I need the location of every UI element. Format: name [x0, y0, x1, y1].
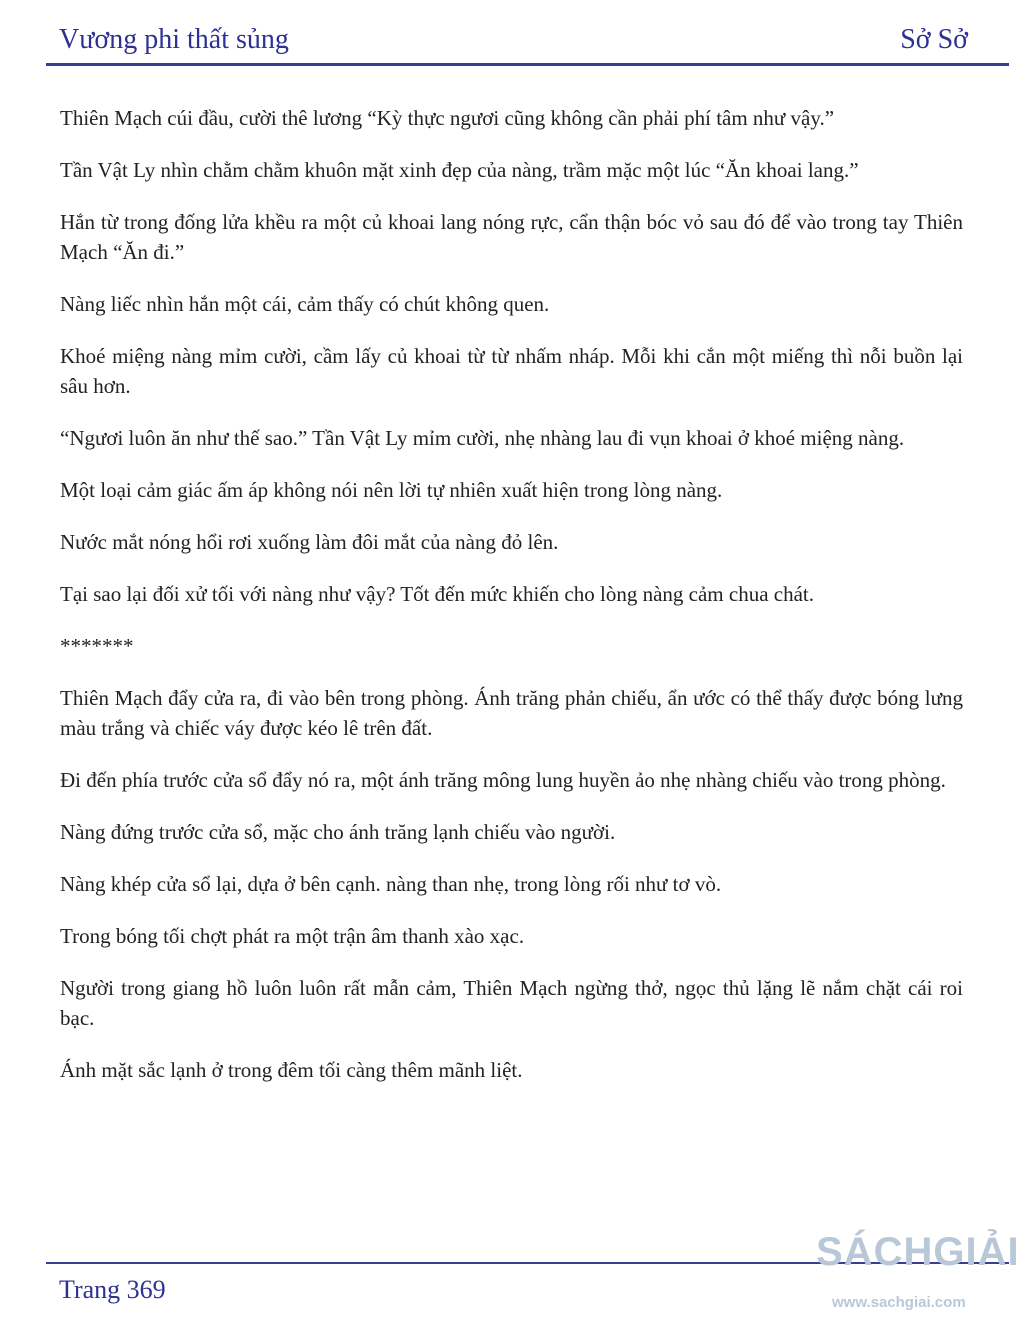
paragraph: Ánh mặt sắc lạnh ở trong đêm tối càng thêm mãnh liệt. — [60, 1058, 523, 1082]
paragraph: Tại sao lại đối xử tối với nàng như vậy? Tốt đến mức khiến cho lòng nàng cảm chua chát. — [60, 582, 815, 606]
paragraph: Nước mắt nóng hổi rơi xuống làm đôi mắt của nàng đỏ lên. — [60, 530, 559, 554]
paragraph: Trong bóng tối chợt phát ra một trận âm thanh xào xạc. — [60, 924, 525, 948]
watermark-url: www.sachgiai.com — [832, 1294, 966, 1311]
paragraph: Tần Vật Ly nhìn chằm chằm khuôn mặt xinh đẹp của nàng, trầm mặc một lúc “Ăn khoai lang.” — [60, 158, 859, 182]
watermark-logo — [816, 1222, 1020, 1322]
author-name: Sở Sở — [900, 24, 968, 55]
header-divider — [46, 63, 1009, 66]
paragraph: “Ngươi luôn ăn như thế sao.” Tần Vật Ly mỉm cười, nhẹ nhàng lau đi vụn khoai ở khoé miệng nàng. — [60, 426, 905, 450]
paragraph: Một loại cảm giác ấm áp không nói nên lời tự nhiên xuất hiện trong lòng nàng. — [60, 478, 723, 502]
paragraph: Nàng đứng trước cửa sổ, mặc cho ánh trăng lạnh chiếu vào người. — [60, 820, 616, 844]
paragraph: Nàng liếc nhìn hắn một cái, cảm thấy có chút không quen. — [60, 292, 550, 316]
paragraph: Thiên Mạch đẩy cửa ra, đi vào bên trong phòng. Ánh trăng phản chiếu, ẩn ước có thể thấy được bóng lưng màu trắng và chiếc váy được kéo lê trên đất. — [60, 686, 963, 740]
paragraph: Thiên Mạch cúi đầu, cười thê lương “Kỳ thực ngươi cũng không cần phải phí tâm như vậy.” — [60, 106, 835, 130]
scene-break: ******* — [60, 634, 134, 658]
page-header — [0, 0, 1024, 66]
paragraph: Hắn từ trong đống lửa khều ra một củ khoai lang nóng rực, cẩn thận bóc vỏ sau đó để vào trong tay Thiên Mạch “Ăn đi.” — [60, 210, 963, 264]
page-body — [60, 103, 963, 1107]
paragraph: Khoé miệng nàng mỉm cười, cầm lấy củ khoai từ từ nhấm nháp. Mỗi khi cắn một miếng thì nỗi buồn lại sâu hơn. — [60, 344, 963, 398]
watermark-brand: SÁCHGIẢI — [816, 1230, 1020, 1274]
page-number: Trang 369 — [59, 1275, 166, 1304]
book-title: Vương phi thất sủng — [59, 24, 289, 55]
paragraph: Người trong giang hồ luôn luôn rất mẫn cảm, Thiên Mạch ngừng thở, ngọc thủ lặng lẽ nắm chặt cái roi bạc. — [60, 976, 963, 1030]
paragraph: Nàng khép cửa sổ lại, dựa ở bên cạnh. nàng than nhẹ, trong lòng rối như tơ vò. — [60, 872, 722, 896]
paragraph: Đi đến phía trước cửa sổ đẩy nó ra, một ánh trăng mông lung huyền ảo nhẹ nhàng chiếu vào trong phòng. — [60, 768, 946, 792]
